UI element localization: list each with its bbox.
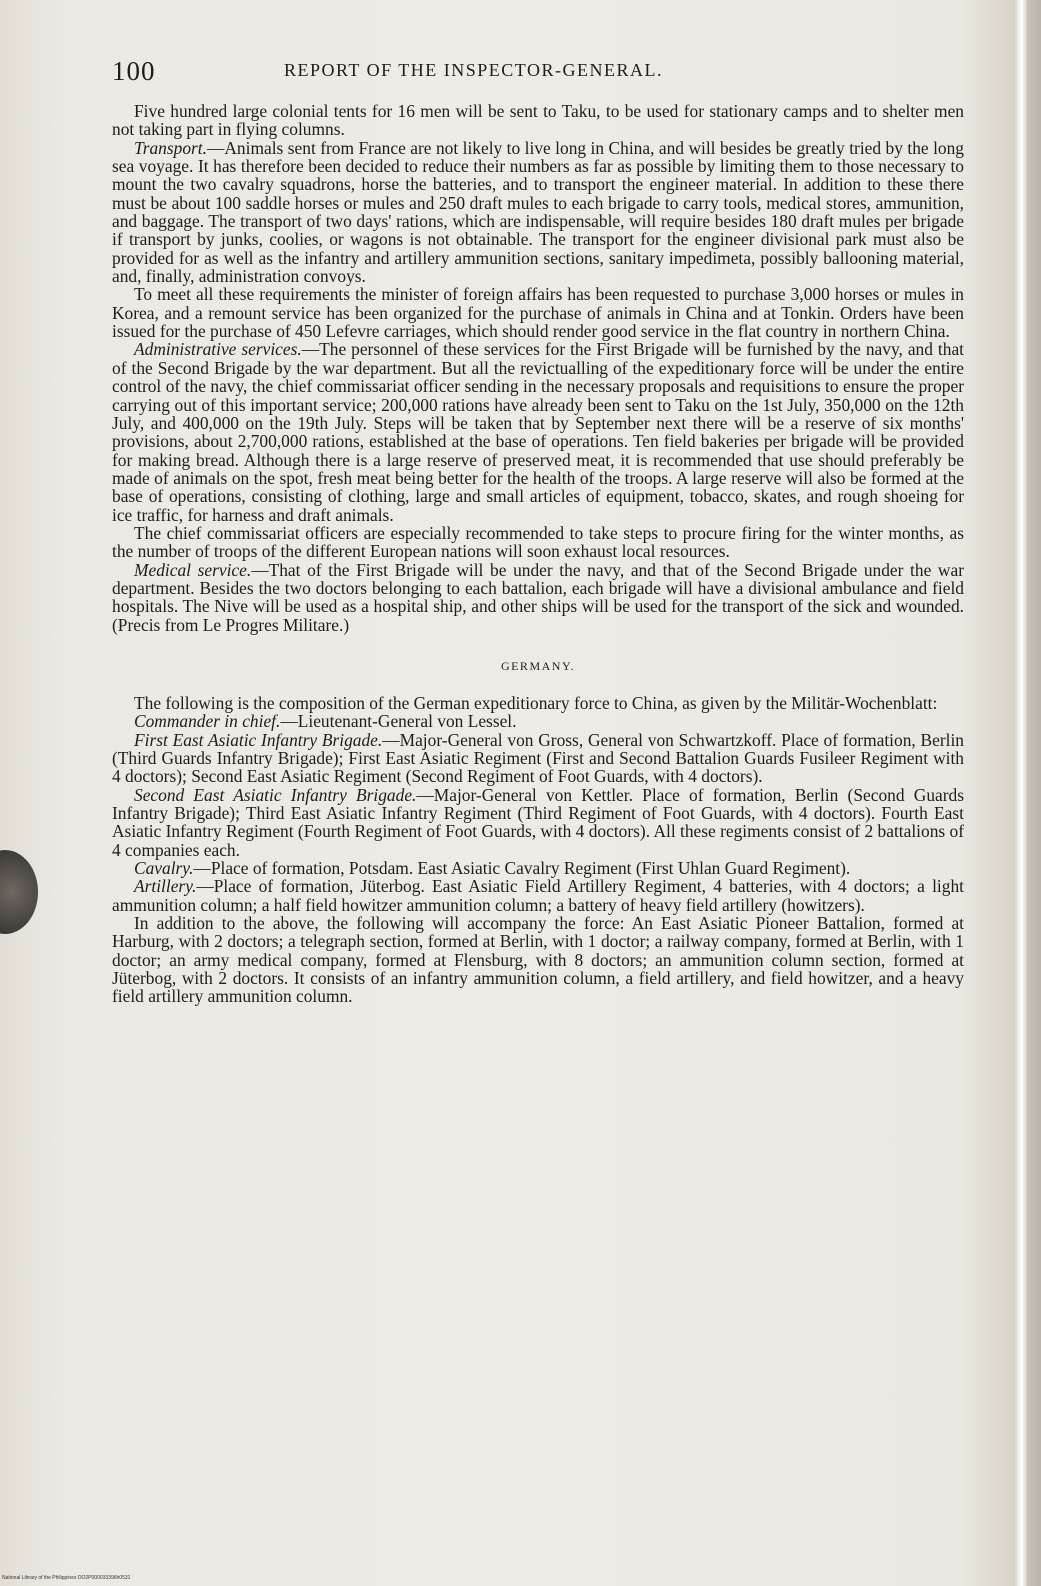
paragraph-artillery: Artillery.—Place of formation, Jüterbog. East Asiatic Field Artillery Regiment, 4 batteries, with 4 doctors; a light ammunition column; a half field howitzer ammunition column; a battery of heavy field artillery (howitzers). xyxy=(112,876,964,915)
page-header xyxy=(112,56,964,90)
paragraph-lead: Medical service. xyxy=(134,559,252,580)
paragraph-transport: Transport.—Animals sent from France are not likely to live long in China, and will besides be greatly tried by the long sea voyage. It has therefore been decided to reduce their numbers as far as possible by limiting them to those necessary to mount the two cavalry squadrons, horse the batteries, and to transport the engineer material. In addition to these there must be about 100 saddle horses or mules and 250 draft mules to each brigade to carry tools, medical stores, ammunition, and baggage. The transport of two days' rations, which are indispensable, will require besides 180 draft mules per brigade if transport by junks, coolies, or wagons is not obtainable. The transport for the engineer divisional park must also be provided for as well as the infantry and artillery ammunition sections, sanitary impedimeta, possibly ballooning material, and, finally, administration convoys. xyxy=(112,137,964,287)
section-heading-germany: GERMANY. xyxy=(500,658,576,673)
paragraph: The chief commissariat officers are especially recommended to take steps to procure firing for the winter months, as the number of troops of the different European nations will soon exhaust local resources. xyxy=(112,522,964,562)
paragraph: To meet all these requirements the minister of foreign affairs has been requested to purchase 3,000 horses or mules in Korea, and a remount service has been organized for the purchase of animals in China and at Tonkin. Orders have been issued for the purchase of 450 Lefevre carriages, which should render good service in the flat country in northern China. xyxy=(112,284,964,342)
paragraph-commander: Commander in chief.—Lieutenant-General von Lessel. xyxy=(134,711,517,732)
germany-section-body xyxy=(112,694,964,1006)
paragraph-medical-service: Medical service.—That of the First Brigade will be under the navy, and that of the Second Brigade under the war department. Besides the two doctors belonging to each battalion, each brigade will have a divisional ambulance and field hospitals. The Nive will be used as a hospital ship, and other ships will be used for the transport of the sick and wounded. (Precis from Le Progres Militare.) xyxy=(112,559,965,635)
running-title: REPORT OF THE INSPECTOR-GENERAL. xyxy=(284,60,663,80)
france-section-body xyxy=(112,102,964,634)
paragraph: The following is the composition of the German expeditionary force to China, as given by the Militär-Wochenblatt: xyxy=(134,692,938,713)
paragraph-first-brigade: First East Asiatic Infantry Brigade.—Major-General von Gross, General von Schwartzkoff. Place of formation, Berlin (Third Guards Infantry Brigade); First East Asiatic Regiment (First and Second Battalion Guards Fusileer Regiment with 4 doctors); Second East Asiatic Regiment (Second Regiment of Foot Guards, with 4 doctors). xyxy=(112,729,964,787)
paragraph-administrative-services: Administrative services.—The personnel of these services for the First Brigade will be furnished by the navy, and that of the Second Brigade by the war department. But all the revictualling of the expeditionary force will be under the entire control of the navy, the chief commissariat officer sending in the necessary proposals and requisitions to ensure the proper carrying out of this important service; 200,000 rations have already been sent to Taku on the 1st July, 350,000 on the 12th July, and 400,000 on the 19th July. Steps will be taken that by September next there will be a reserve of six months' provisions, about 2,700,000 rations, established at the base of operations. Ten field bakeries per brigade will be provided for making bread. Although there is a large reserve of preserved meat, it is recommended that use should preferably be made of animals on the spot, fresh meat being better for the health of the troops. A large reserve will also be formed at the base of operations, consisting of clothing, large and small articles of equipment, tobacco, skates, and rough shoeing for ice traffic, for harness and draft animals. xyxy=(112,339,964,525)
page-edge-shadow xyxy=(1013,0,1027,1586)
paragraph-lead: Cavalry. xyxy=(134,858,194,879)
paragraph-cavalry: Cavalry.—Place of formation, Potsdam. East Asiatic Cavalry Regiment (First Uhlan Guard Regiment). xyxy=(134,858,851,879)
digitization-credit: National Library of the Philippines DO2P000033396h0531 xyxy=(2,1575,131,1581)
paragraph-second-brigade: Second East Asiatic Infantry Brigade.—Major-General von Kettler. Place of formation, Berlin (Second Guards Infantry Brigade); Third East Asiatic Infantry Regiment (Third Regiment of Foot Guards, with 4 doctors). Fourth East Asiatic Infantry Regiment (Fourth Regiment of Foot Guards, with 4 doctors). All these regiments consist of 2 battalions of 4 companies each. xyxy=(112,784,965,860)
paragraph-lead: Artillery. xyxy=(134,876,197,897)
paragraph: Five hundred large colonial tents for 16 men will be sent to Taku, to be used for stationary camps and to shelter men not taking part in flying columns. xyxy=(112,101,964,140)
paragraph-lead: Administrative services. xyxy=(134,339,302,360)
paragraph-lead: Transport. xyxy=(134,137,207,158)
page-number: 100 xyxy=(112,56,156,86)
paragraph-lead: Second East Asiatic Infantry Brigade. xyxy=(134,784,417,805)
paragraph: In addition to the above, the following will accompany the force: An East Asiatic Pioneer Battalion, formed at Harburg, with 2 doctors; a telegraph section, formed at Berlin, with 1 doctor; a railway company, formed at Berlin, with 1 doctor; an army medical company, formed at Flensburg, with 8 doctors; an ammunition column section, formed at Jüterbog, with 2 doctors. It consists of an infantry ammunition column, a field artillery, and field howitzer, and a heavy field artillery ammunition column. xyxy=(112,913,964,1007)
page-content xyxy=(112,56,964,1006)
paragraph-lead: First East Asiatic Infantry Brigade. xyxy=(134,729,383,750)
paragraph-lead: Commander in chief. xyxy=(134,711,281,732)
